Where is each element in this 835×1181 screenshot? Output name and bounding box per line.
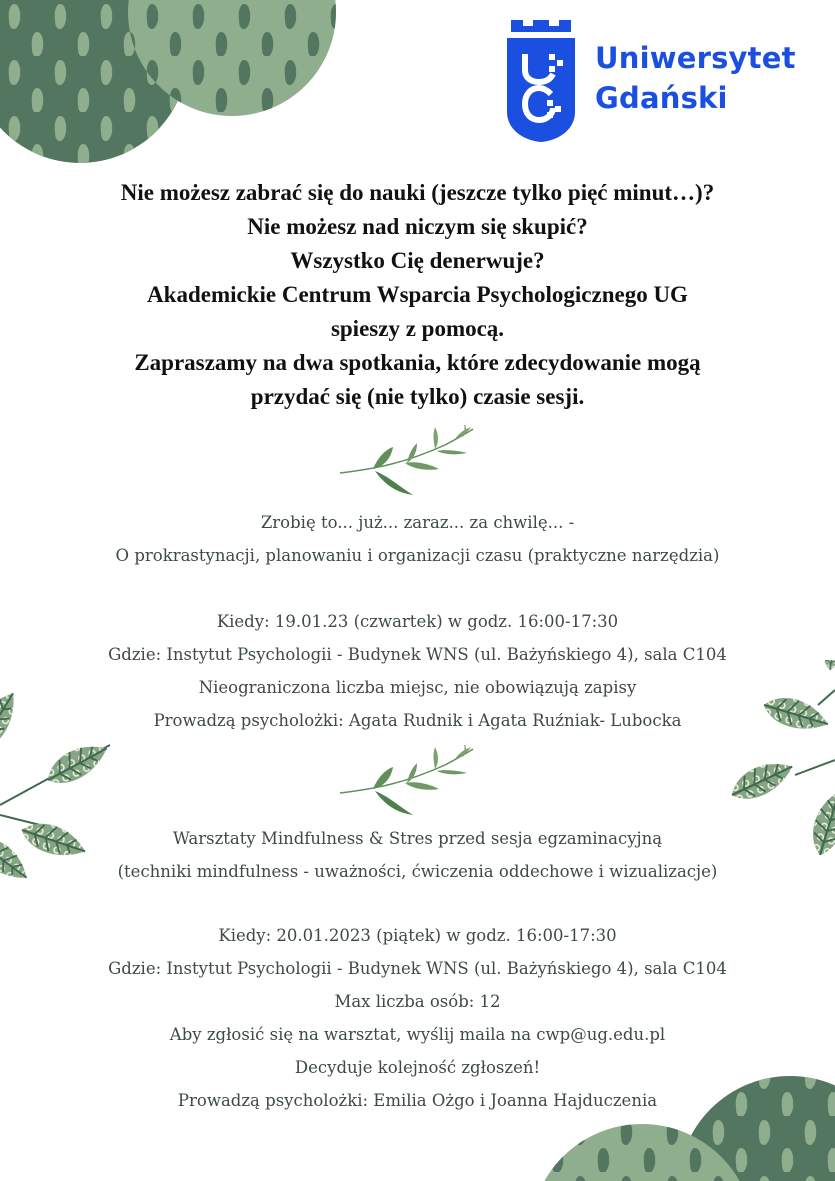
event-where: Gdzie: Instytut Psychologii - Budynek WNS (ul. Bażyńskiego 4), sala C104 [108, 645, 727, 664]
event-mindfulness [20, 822, 815, 1117]
event-subtitle: (techniki mindfulness - uważności, ćwiczenia oddechowe i wizualizacje) [117, 862, 718, 881]
university-logo [505, 20, 815, 145]
logo-line-2: Gdański [595, 81, 728, 115]
event-subtitle: O prokrastynacji, planowaniu i organizacji czasu (praktyczne narzędzia) [115, 546, 720, 565]
event-seats: Nieograniczona liczba miejsc, nie obowiązują zapisy [198, 678, 637, 697]
event-seats: Max liczba osób: 12 [334, 992, 501, 1011]
university-name [595, 38, 796, 118]
sprig-divider-icon [335, 425, 475, 500]
decorative-circles-top-left [0, 0, 345, 170]
event-hosts: Prowadzą psycholożki: Emilia Ożgo i Joanna Hajduczenia [177, 1091, 658, 1110]
sprig-divider-icon [335, 745, 475, 820]
intro-line: Akademickie Centrum Wsparcia Psychologicznego UG [147, 282, 688, 307]
intro-line: Zapraszamy na dwa spotkania, które zdecydowanie mogą [134, 350, 701, 375]
intro-line: Wszystko Cię denerwuje? [290, 248, 545, 273]
intro-line: Nie możesz zabrać się do nauki (jeszcze tylko pięć minut…)? [120, 180, 715, 205]
event-procrastination [20, 506, 815, 737]
intro-line: spieszy z pomocą. [330, 316, 505, 341]
event-title: Warsztaty Mindfulness & Stres przed sesja egzaminacyjną [172, 829, 663, 848]
intro-heading [30, 176, 805, 414]
intro-line: przydać się (nie tylko) czasie sesji. [250, 384, 585, 409]
event-signup: Aby zgłosić się na warsztat, wyślij maila na cwp@ug.edu.pl [169, 1025, 666, 1044]
event-when: Kiedy: 20.01.2023 (piątek) w godz. 16:00-17:30 [218, 926, 617, 945]
intro-line: Nie możesz nad niczym się skupić? [247, 214, 588, 239]
event-title: Zrobię to... już... zaraz... za chwilę... - [260, 513, 575, 532]
event-when: Kiedy: 19.01.23 (czwartek) w godz. 16:00-17:30 [216, 612, 619, 631]
logo-line-1: Uniwersytet [595, 41, 796, 75]
event-where: Gdzie: Instytut Psychologii - Budynek WNS (ul. Bażyńskiego 4), sala C104 [108, 959, 727, 978]
event-order-note: Decyduje kolejność zgłoszeń! [294, 1058, 541, 1077]
university-crest-icon [505, 20, 577, 144]
event-hosts: Prowadzą psycholożki: Agata Rudnik i Agata Ruźniak- Lubocka [153, 711, 682, 730]
